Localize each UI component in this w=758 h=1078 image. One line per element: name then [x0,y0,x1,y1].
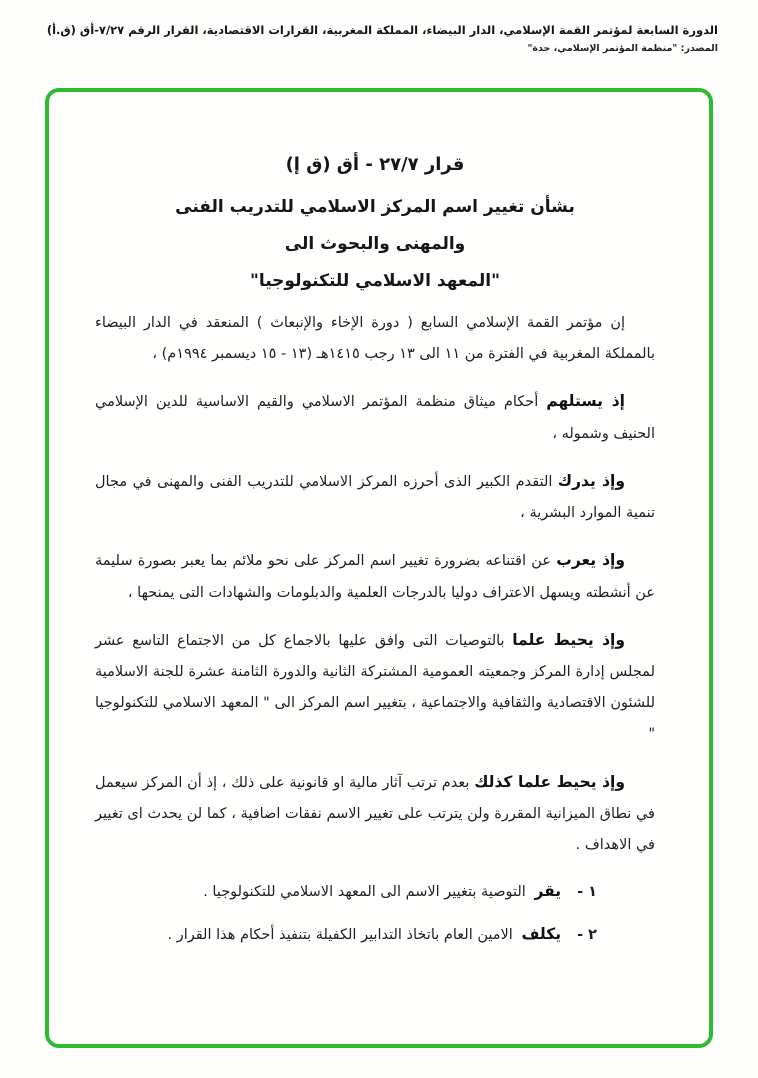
paragraph-lead: وإذ يدرك [557,471,625,490]
document-content [49,92,709,950]
body-paragraph: إذ يستلهم أحكام ميثاق منظمة المؤتمر الاسلامي والقيم الاساسية للدين الإسلامي الحنيف وشموله ، [95,392,655,442]
paragraph-lead: وإذ يحيط علما كذلك [474,772,625,791]
operative-clause: ٢ -يكلف الامين العام باتخاذ التدابير الكفيلة بتنفيذ أحكام هذا القرار . [95,918,655,951]
resolution-body [95,308,655,861]
clause-lead: يقر [534,882,562,901]
paragraph-lead: إذ يستلهم [546,392,625,411]
resolution-subject-line-1: بشأن تغيير اسم المركز الاسلامي للتدريب الفنى [175,197,575,217]
resolution-subject-line-2: والمهنى والبحوث الى [284,234,466,254]
operative-clause: ١ -يقر التوصية بتغيير الاسم الى المعهد الاسلامي للتكنولوجيا . [95,875,655,908]
clause-number: ٢ - [577,926,597,943]
resolution-number: قرار ٢٧/٧ - أق (ق إ) [285,154,465,175]
resolution-new-name: "المعهد الاسلامي للتكنولوجيا" [250,271,500,291]
paragraph-lead: وإذ يعرب [556,551,625,570]
green-border-frame [45,88,713,1048]
resolution-title-block [95,154,655,291]
body-paragraph: وإذ يدرك التقدم الكبير الذى أحرزه المركز الاسلامي للتدريب الفنى والمهنى في مجال تنمية الموارد البشرية ، [95,471,655,522]
body-paragraph: وإذ يحيط علما بالتوصيات التى وافق عليها بالاجماع كل من الاجتماع التاسع عشر لمجلس إدارة المركز وجمعيته العمومية المشتركة الثانية والدورة الثامنة عشرة للجنة الاسلامية للشئون الاقتصادية والثقافية والاجتماعية ، بتغيير اسم المركز الى " المعهد الاسلامي للتكنولوجيا " [95,630,655,743]
body-paragraph: وإذ يحيط علما كذلك بعدم ترتب آثار مالية او قانونية على ذلك ، إذ أن المركز سيعمل في نطاق الميزانية المقررة ولن يترتب على تغيير الاسم نفقات اضافية ، كما لن يحدث اى تغيير في الاهداف . [95,772,655,854]
body-paragraph: إن مؤتمر القمة الإسلامي السابع ( دورة الإخاء والإنبعاث ) المنعقد في الدار البيضاء بالمملكة المغربية في الفترة من ١١ الى ١٣ رجب ١٤١٥هـ (١٣ - ١٥ ديسمبر ١٩٩٤م) ، [95,315,655,363]
header-source: المصدر: "منظمة المؤتمر الإسلامي، جدة" [527,43,718,55]
body-paragraph: وإذ يعرب عن اقتناعه بضرورة تغيير اسم المركز على نحو ملائم بما يعبر بصورة سليمة عن أنشطته ويسهل الاعتراف دوليا بالدرجات العلمية والدبلومات والشهادات التى يمنحها ، [95,551,655,601]
paragraph-lead: وإذ يحيط علما [512,630,625,649]
resolution-operative-list [95,875,655,950]
clause-lead: يكلف [521,924,562,943]
clause-number: ١ - [577,884,597,901]
document-header [0,0,758,54]
header-citation: الدورة السابعة لمؤتمر القمة الإسلامي، الدار البيضاء، المملكة المغربية، القرارات الاقتصادية، القرار الرقم ٧/٢٧-أق (ق.أ) [46,23,718,37]
